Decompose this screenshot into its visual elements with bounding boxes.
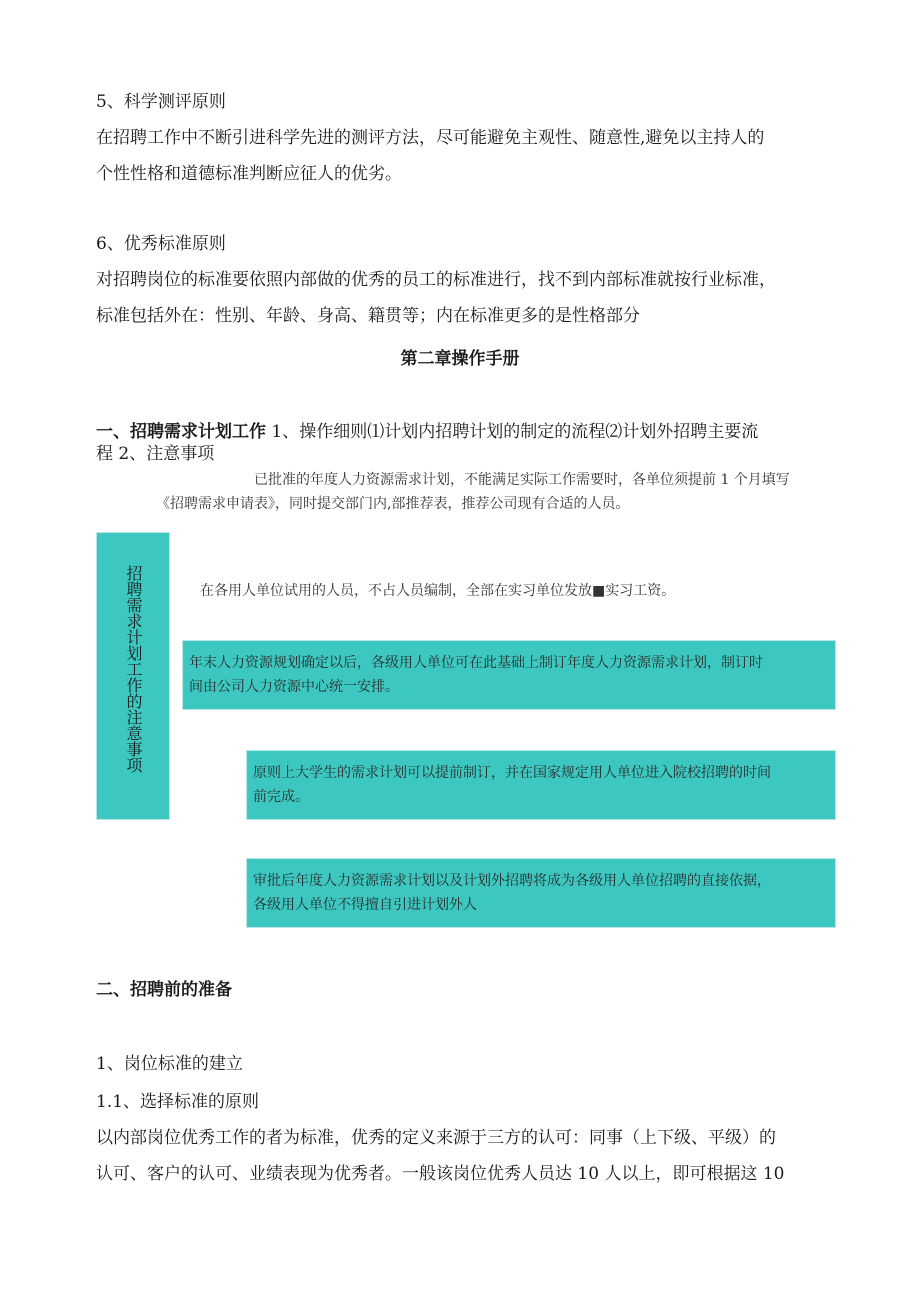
diagram-box-1-line1: 年末人力资源规划确定以后，各级用人单位可在此基础上制订年度人力资源需求计划，制订时: [189, 655, 763, 671]
chapter-title: 第二章操作手册: [400, 349, 520, 369]
part-2-sub1: 1、岗位标准的建立: [96, 1054, 243, 1074]
section-5-text-line1: 在招聘工作中不断引进科学先进的测评方法，尽可能避免主观性、随意性,避免以主持人的: [96, 128, 765, 148]
diagram-top-note-line2: 《招聘需求申请表》，同时提交部门内,部推荐表，推荐公司现有合适的人员。: [156, 496, 630, 512]
diagram-box-3: [246, 858, 836, 928]
section-5-title: 5、科学测评原则: [96, 92, 226, 112]
part-2-sub11: 1.1、选择标准的原则: [96, 1092, 260, 1112]
diagram-top-note-line1: 已批准的年度人力资源需求计划，不能满足实际工作需要时，各单位须提前 1 个月填写: [254, 472, 790, 488]
diagram-box-1-line2: 间由公司人力资源中心统一安排。: [189, 679, 399, 695]
part-2-para-line2: 认可、客户的认可、业绩表现为优秀者。一般该岗位优秀人员达 10 人以上，即可根据这 10: [96, 1164, 785, 1184]
section-6-title: 6、优秀标准原则: [96, 234, 226, 254]
section-6-text-line2: 标准包括外在：性别、年龄、身高、籍贯等；内在标准更多的是性格部分: [96, 306, 640, 326]
diagram-side-label: 招聘需求计划工作的注意事项: [124, 565, 143, 773]
diagram-note-plain: 在各用人单位试用的人员，不占人员编制，全部在实习单位发放■实习工资。: [200, 583, 676, 599]
diagram-box-2: [246, 750, 836, 820]
part-2-heading: 二、招聘前的准备: [96, 980, 232, 1000]
part-1-line1: [96, 422, 758, 442]
part-1-line2: 程 2、注意事项: [96, 444, 215, 464]
diagram-side-label-box: [96, 532, 170, 820]
part-2-para-line1: 以内部岗位优秀工作的者为标准，优秀的定义来源于三方的认可：同事（上下级、平级）的: [96, 1128, 776, 1148]
diagram-box-3-line2: 各级用人单位不得擅自引进计划外人: [253, 897, 477, 913]
section-6-text-line1: 对招聘岗位的标准要依照内部做的优秀的员工的标准进行，找不到内部标准就按行业标准，: [96, 270, 776, 290]
section-5-text-line2: 个性性格和道德标准判断应征人的优劣。: [96, 164, 402, 184]
diagram-box-2-line2: 前完成。: [253, 789, 309, 805]
diagram-box-3-line1: 审批后年度人力资源需求计划以及计划外招聘将成为各级用人单位招聘的直接依据，: [253, 873, 771, 889]
diagram-box-1: [182, 640, 836, 710]
part-1-rest: 1、操作细则⑴计划内招聘计划的制定的流程⑵计划外招聘主要流: [266, 422, 759, 442]
part-1-heading: 一、招聘需求计划工作: [96, 422, 266, 442]
diagram-box-2-line1: 原则上大学生的需求计划可以提前制订，并在国家规定用人单位进入院校招聘的时间: [253, 765, 771, 781]
